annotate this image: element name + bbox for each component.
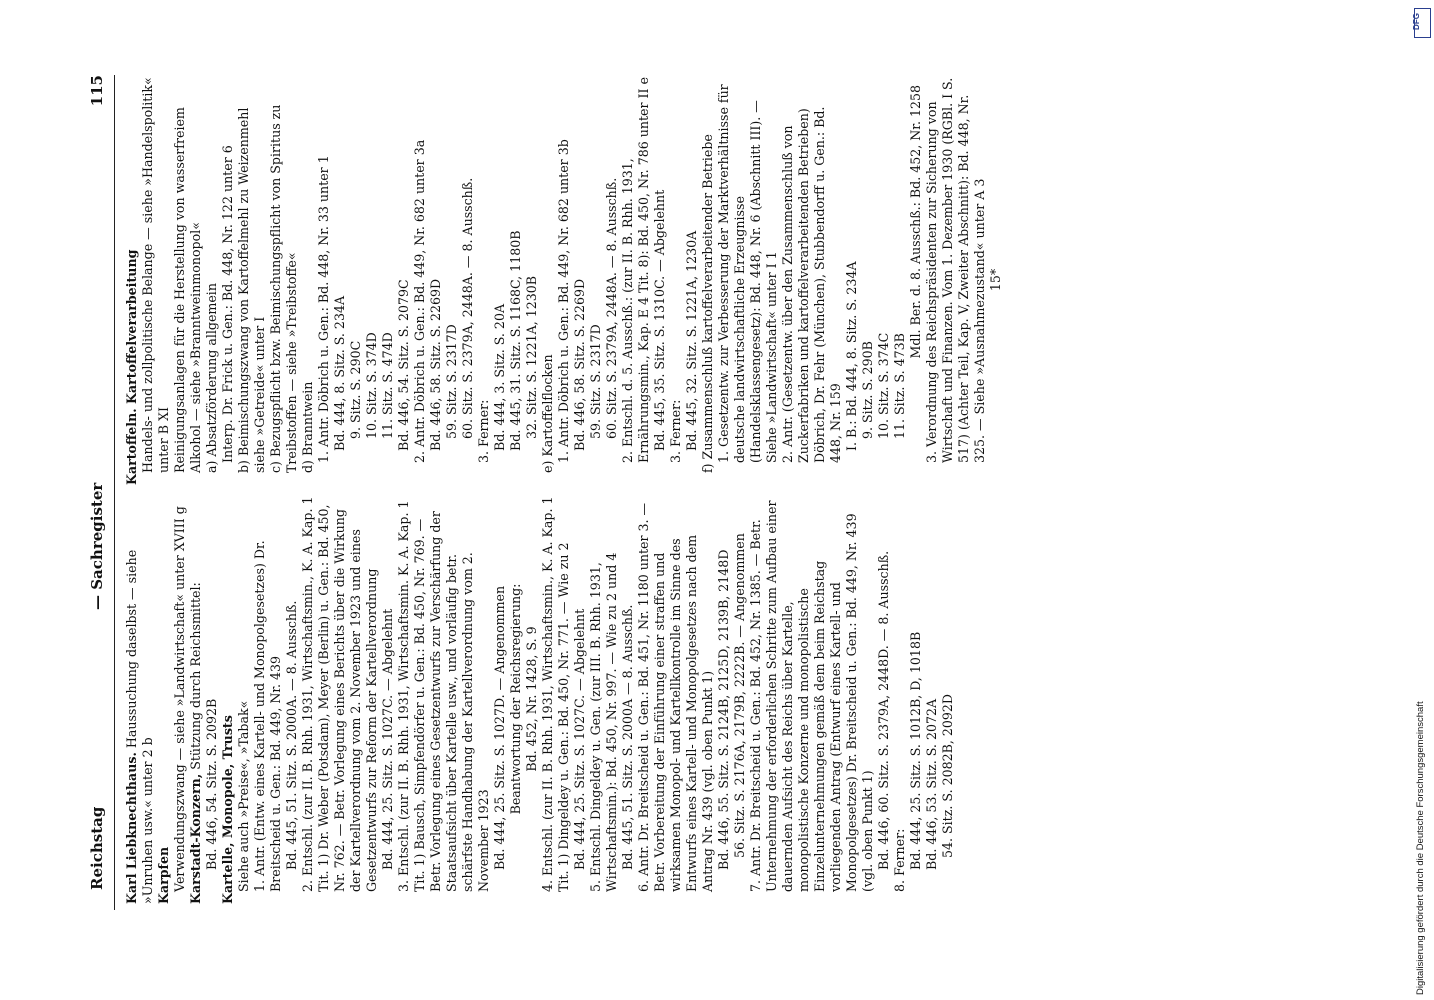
register-line: 4. Entschl. (zur II. B. Rhh. 1931, Wirtschaftsmin., K. A. Kap. 1 Tit. 1) Dingeldey u. Gen.: Bd. 450, Nr. 771. — Wie zu 2 [540,496,571,892]
register-line: Bd. 446, 54. Sitz. S. 2092B [204,698,219,870]
register-line: Bd. 446, 58. Sitz. S. 2269D [428,278,443,451]
register-line: 11. Sitz. S. 474D [380,332,395,439]
register-line: 32. Sitz. S. 1221A, 1230B [524,275,539,439]
register-line: Interp. Dr. Frick u. Gen.: Bd. 448, Nr. 122 unter 6 [220,145,235,463]
register-line: 2. Antr. Döbrich u. Gen.: Bd. 449, Nr. 682 unter 3a [412,139,427,463]
dfg-sidebar [1412,0,1434,1000]
register-line: 1. Gesetzentw. zur Verbesserung der Marktverhältnisse für deutsche landwirtschaftliche Erzeugnisse (Handelsklassengesetz): Bd. 448, Nr. 6 (Abschnitt III). — Siehe »Landwirtschaft« unter I 1 [716,84,779,463]
page-number: 115 [88,75,106,107]
header-left: Reichstag [88,806,106,890]
register-line: Bd. 444, 25. Sitz. S. 1027C. — Abgelehnt [380,608,395,870]
register-line: 7. Antr. Dr. Breitscheid u. Gen.: Bd. 452, Nr. 1385. — Betr. Unternehmung der erforderlichen Schritte zum Aufbau einer dauernden Aufsicht des Reichs über Kartelle, monopolistische Konzerne und monopolistische Einzelunternehmungen gemäß dem beim Reichstag vorliegenden Antrag (Entwurf eines Kartell- und Monopolgesetzes) Dr. Breitscheid u. Gen.: Bd. 449, Nr. 439 (vgl. oben Punkt 1) [748,500,875,892]
register-line: c) Bezugspflicht bzw. Beimischungspflicht von Spiritus zu Treibstoffen — siehe »Treibstoffe« [268,104,299,473]
register-line: 60. Sitz. S. 2379A, 2448A. — 8. Ausschß. [604,177,619,439]
register-line: Bd. 445, 51. Sitz. S. 2000A. — 8. Ausschß. [284,600,299,870]
register-line: e) Kartoffelflocken [540,354,555,473]
dfg-credit-text: Digitalisierung gefördert durch die Deutsche Forschungsgemeinschaft [1415,701,1426,995]
register-line: Bd. 444, 25. Sitz. S. 1027D. — Angenommen [492,585,507,870]
register-line: Bd. 445, 51. Sitz. S. 2000A — 8. Ausschß. [620,604,635,870]
dfg-logo: DFG [1414,8,1431,38]
register-line: 2. Antr. (Gesetzentw. über den Zusammenschluß von Zuckerfabriken und kartoffelverarbeitenden Betrieben) Döbrich, Dr. Fehr (München), Stubbendorff u. Gen.: Bd. 448, Nr. 159 [780,106,843,463]
register-line: Karstadt-Konzern, Stützung durch Reichsmittel: [188,582,203,904]
register-line: Karpfen [156,846,171,904]
register-line: 1. Antr. Döbrich u. Gen.: Bd. 449, Nr. 682 unter 3b [556,139,571,463]
register-line: Bd. 445, 31. Sitz. S. 1168C, 1180B [508,230,523,451]
register-line: Bd. 446, 58. Sitz. S. 2269D [572,278,587,451]
register-line: Beantwortung der Reichsregierung: [508,583,523,815]
register-line: Bd. 444, 8. Sitz. S. 234A [332,295,347,451]
register-line: 3. Ferner: [668,399,683,463]
register-line: 11. Sitz. S. 473B [892,333,907,439]
register-line: 6. Antr. Dr. Breitscheid u. Gen.: Bd. 451, Nr. 1180 unter 3. — Betr. Vorbereitung der Einführung einer straffen und wirksamen Monopol- und Kartellkontrolle im Sinne des Entwurfs eines Kartell- und Monopolgesetzes nach dem Antrag Nr. 439 (vgl. oben Punkt 1) [636,502,715,892]
register-line: 56. Sitz. S. 2176A, 2179B, 2222B. — Angenommen [732,533,747,858]
register-line: 8. Ferner: [892,828,907,892]
register-line: Kartelle, Monopole, Trusts [220,715,235,904]
register-line: d) Branntwein [300,381,315,473]
register-line: b) Beimischungszwang von Kartoffelmehl zu Weizenmehl siehe »Getreide« unter I [236,107,267,473]
register-line: 10. Sitz. S. 374C [876,332,891,439]
register-line: 10. Sitz. S. 374D [364,332,379,439]
register-line: Bd. 444, 25. Sitz. S. 1027C. — Abgelehnt [572,608,587,870]
register-line: 9. Sitz. S. 290B [860,341,875,439]
register-line: f) Zusammenschluß kartoffelverarbeitender Betriebe [700,134,715,473]
register-line: Bd. 444, 25. Sitz. S. 1012B, D, 1018B [908,631,923,870]
register-line: 3. Entschl. (zur II. B. Rhh. 1931, Wirtschaftsmin. K. A. Kap. 1 Tit. 1) Bausch, Simpfendörfer u. Gen.: Bd. 450, Nr. 769. — Betr. Vorlegung eines Gesetzentwurfs zur Verschärfung der Staatsaufsicht über Kartelle usw., und vorläufig betr. schärfste Handhabung der Kartellverordnung vom 2. November 1923 [396,500,491,892]
left-column [124,494,956,904]
register-line: 1. Antr. Döbrich u. Gen.: Bd. 448, Nr. 33 unter 1 [316,155,331,463]
register-line: 59. Sitz. S. 2317D [588,324,603,439]
register-line: Mdl. Ber. d. 8. Ausschß.: Bd. 452, Nr. 1258 [908,85,923,359]
register-line: Bd. 445, 32. Sitz. S. 1221A, 1230A [684,230,699,451]
register-line: Bd. 446, 60. Sitz. S. 2379A, 2448D. — 8. Ausschß. [876,550,891,870]
register-line: Handels- und zollpolitische Belange — siehe »Handelspolitik« unter B XI [140,77,171,473]
register-line: 60. Sitz. S. 2379A, 2448A. — 8. Ausschß. [460,177,475,439]
register-line: Kartoffeln. Kartoffelverarbeitung [124,249,139,485]
register-line: I. B.: Bd. 444, 8. Sitz. S. 234A [844,261,859,451]
register-line: Bd. 446, 53. Sitz. S. 2072A [924,698,939,870]
register-line: Verwendungszwang — siehe »Landwirtschaft« unter XVIII g [172,506,187,892]
register-line: 1. Antr. (Entw. eines Kartell- und Monopolgesetzes) Dr. Breitscheid u. Gen.: Bd. 449, Nr. 439 [252,540,283,892]
register-line: Reinigungsanlagen für die Herstellung von wasserfreiem Alkohol — siehe »Branntweinmonopol« [172,107,203,473]
register-line: Bd. 445, 35. Sitz. S. 1310C. — Abgelehnt [652,189,667,451]
register-line: Bd. 446, 55. Sitz. S. 2124B, 2125D, 2139B, 2148D [716,549,731,870]
register-line: Bd. 452, Nr. 1428, S. 9 [524,626,539,772]
register-line: Siehe auch »Preise«, »Tabak« [236,700,251,892]
header-rule [114,75,115,910]
register-line: Bd. 444, 3. Sitz. S. 20A [492,303,507,451]
register-line: 15* [988,268,1003,292]
register-line: 59. Sitz. S. 2317D [444,324,459,439]
register-line: 5. Entschl. Dingeldey u. Gen. (zur III. B. Rhh. 1931, Wirtschaftsmin.): Bd. 450, Nr. 997. — Wie zu 2 und 4 [588,552,619,892]
register-line: Bd. 446, 54. Sitz. S. 2079C [396,279,411,451]
right-column [124,75,1004,485]
register-line: 3. Verordnung des Reichspräsidenten zur Sicherung von Wirtschaft und Finanzen. Vom 1. Dezember 1930 (RGBl. I S. 517) (Achter Teil, Kap. V, Zweiter Abschnitt): Bd. 448, Nr. 325. — Siehe »Ausnahmezustand« unter A 3 [924,77,987,463]
register-line: 2. Entschl. (zur II. B. Rhh. 1931, Wirtschaftsmin., K. A. Kap. 1 Tit. 1) Dr. Weber (Potsdam), Meyer (Berlin) u. Gen.: Bd. 450, Nr. 762. — Betr. Vorlegung eines Berichts über die Wirkung der Kartellverordnung vom 2. November 1923 und eines Gesetzentwurfs zur Reform der Kartellverordnung [300,496,379,892]
register-line: a) Absatzförderung allgemein [204,283,219,473]
header-title: — Sachregister [88,482,106,610]
register-line: Karl Liebknechthaus. Haussuchung daselbst — siehe »Unruhen usw.« unter 2 b [124,549,155,904]
register-line: 3. Ferner: [476,399,491,463]
register-line: 2. Entschl. d. 5. Ausschß.: (zur II. B. Rhh. 1931, Ernährungsmin., Kap. E 4 Tit. 8): Bd. 450, Nr. 786 unter II e [620,77,651,463]
register-line: 54. Sitz. S. 2082B, 2092D [940,693,955,858]
register-line: 9. Sitz. S. 290C [348,340,363,439]
